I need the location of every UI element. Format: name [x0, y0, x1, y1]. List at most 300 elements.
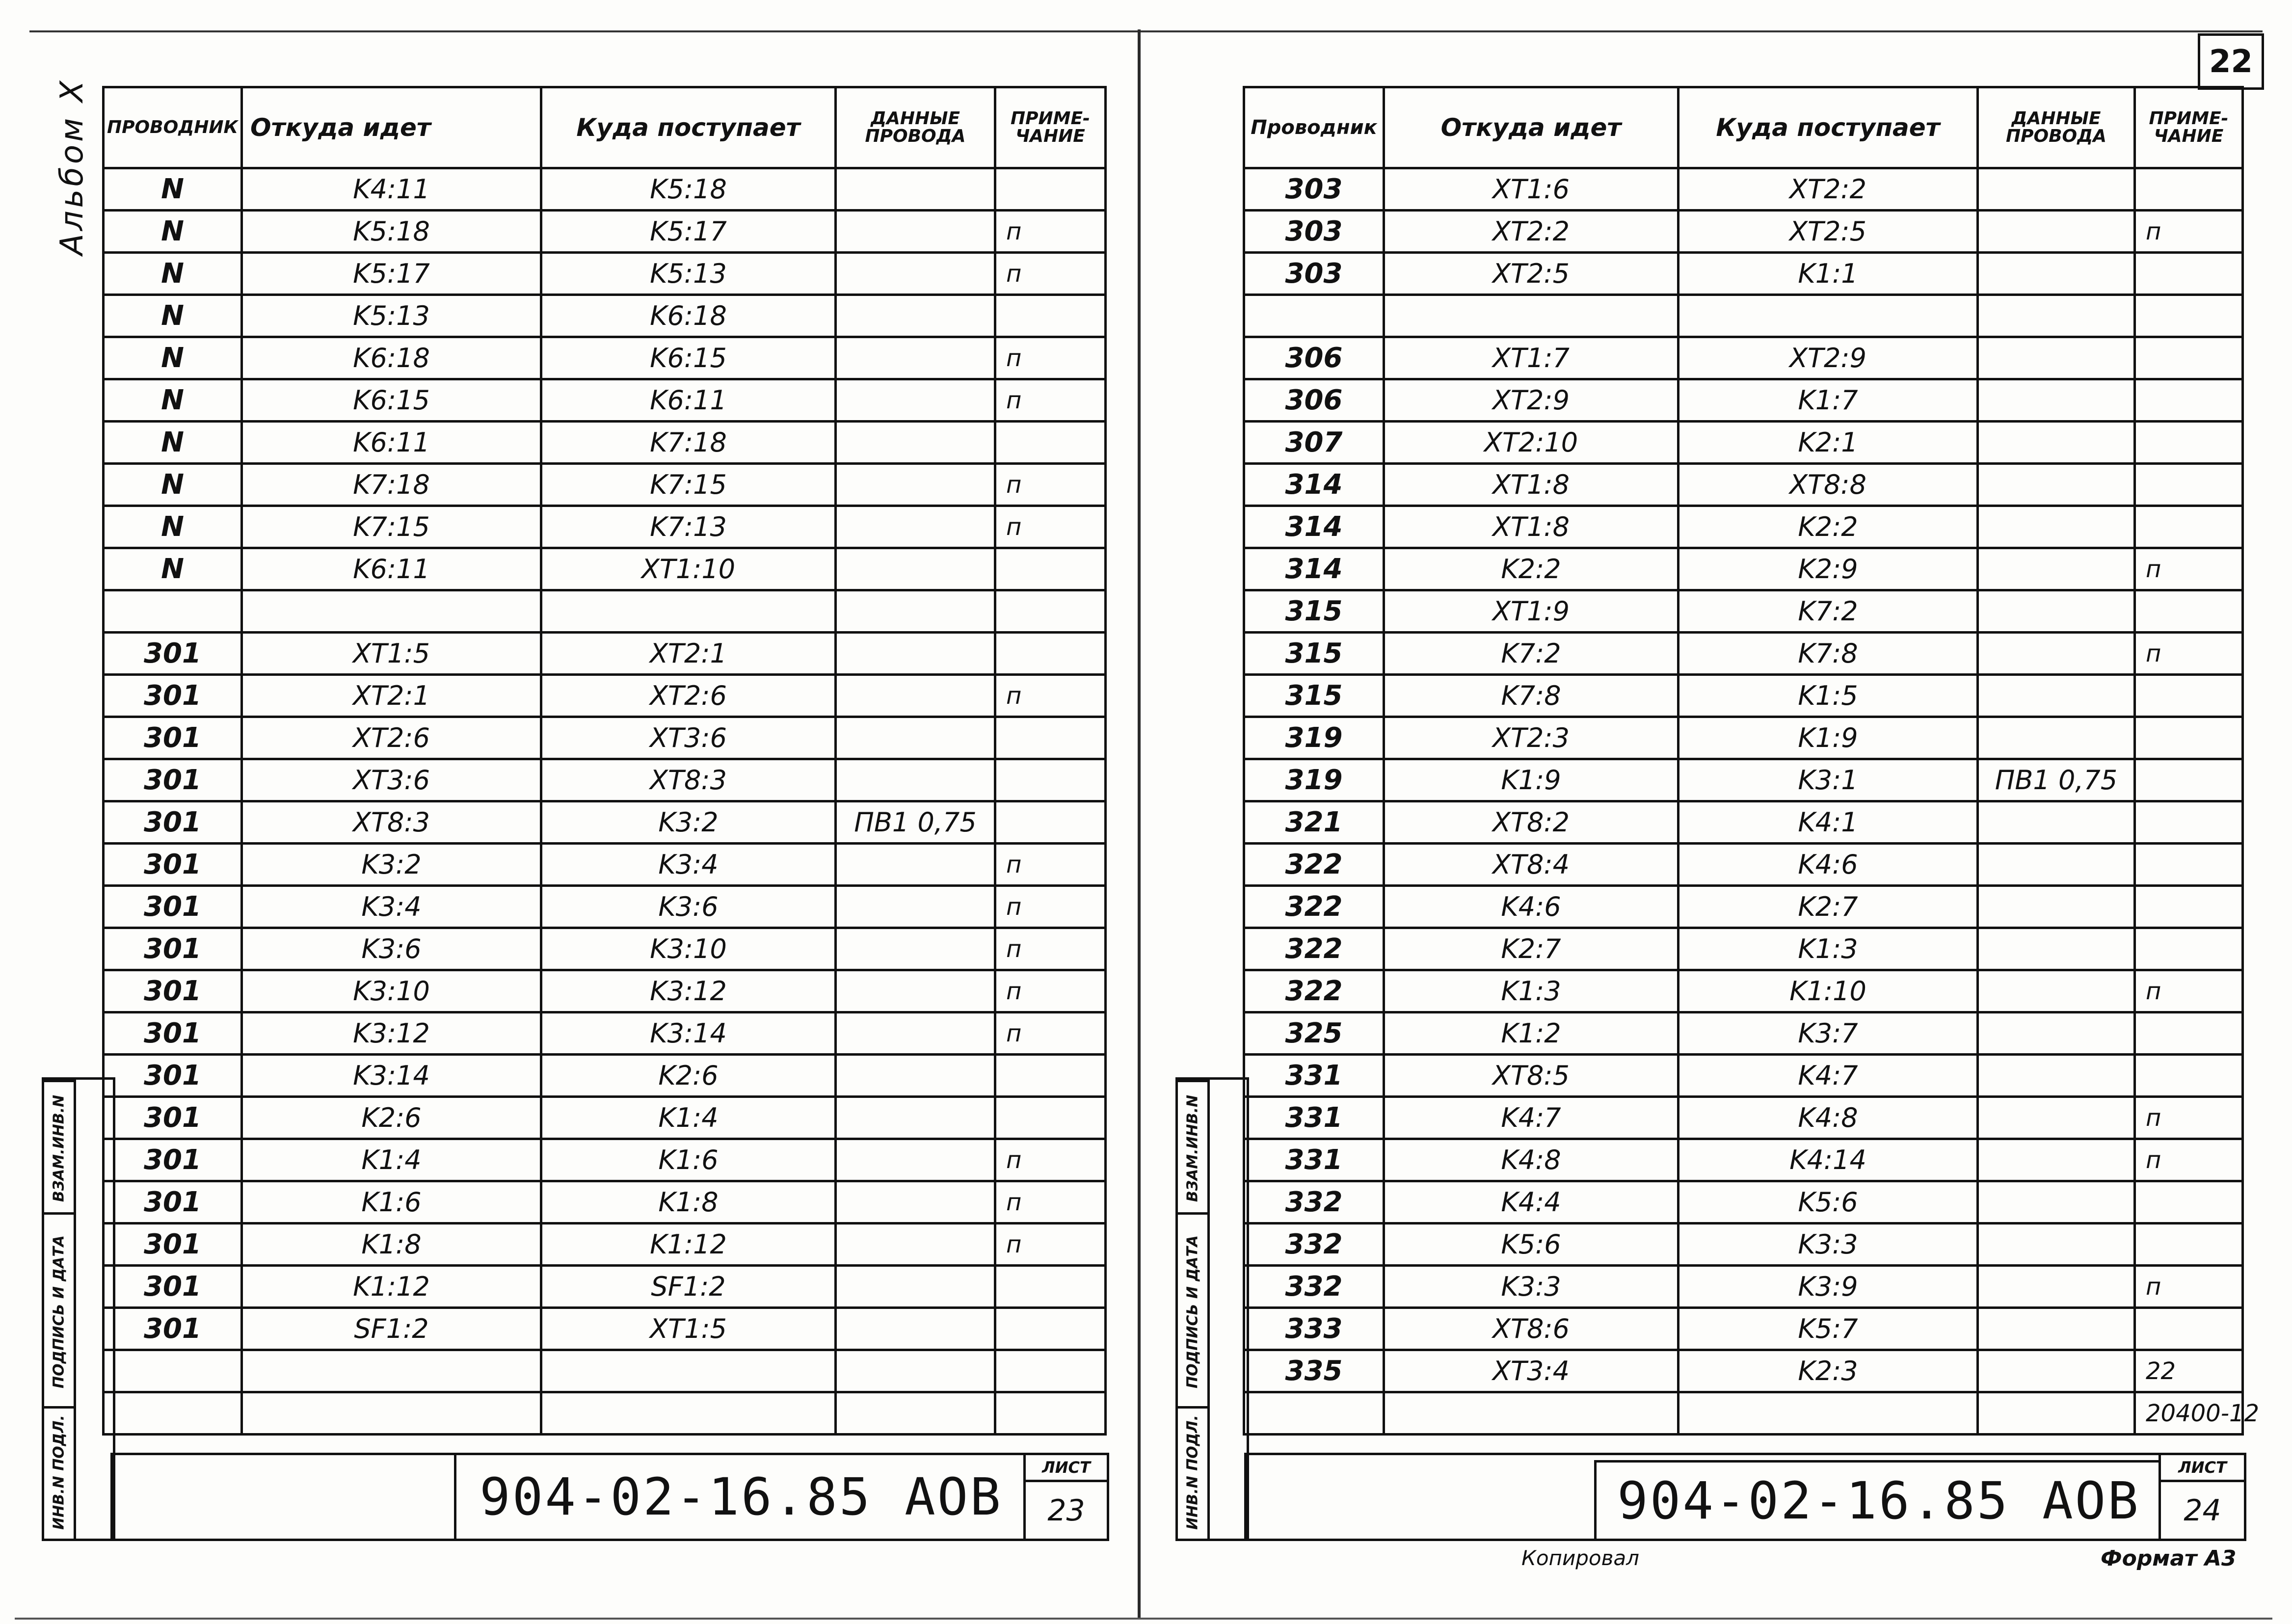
stamp-separator: [74, 1080, 76, 1539]
conductor-cell: 319: [1244, 759, 1384, 801]
conductor-cell: 332: [1244, 1266, 1384, 1308]
from-cell: XT8:4: [1384, 844, 1679, 886]
table-row: [1244, 1139, 2243, 1181]
wire-data-cell: [836, 759, 995, 801]
sheet-number: 24: [2184, 1493, 2221, 1528]
from-cell: XT3:6: [242, 759, 541, 801]
table-row: [104, 1012, 1106, 1055]
from-cell: XT2:3: [1384, 717, 1679, 759]
conductor-cell: 303: [1244, 168, 1384, 211]
to-cell: K2:3: [1679, 1350, 1978, 1392]
table-row: [104, 1308, 1106, 1350]
conductor-cell: 322: [1244, 886, 1384, 928]
to-cell: K7:2: [1679, 590, 1978, 633]
conductor-cell: 307: [1244, 422, 1384, 464]
table-row: [1244, 464, 2243, 506]
wire-data-cell: [1978, 168, 2135, 211]
from-cell: K3:6: [242, 928, 541, 970]
left-sheet-box: [1023, 1453, 1109, 1541]
from-cell: K6:11: [242, 548, 541, 590]
table-row: [104, 295, 1106, 337]
wire-data-cell: [1978, 1012, 2135, 1055]
wire-data-cell: [836, 1224, 995, 1266]
stamp-cell-sign: ПОДПИСЬ И ДАТА: [1178, 1212, 1207, 1409]
wire-data-cell: [836, 379, 995, 422]
note-cell: [2135, 253, 2243, 295]
note-cell: [995, 1350, 1106, 1392]
note-cell: [995, 633, 1106, 675]
note-cell: 20400-12: [2135, 1392, 2243, 1435]
note-cell: [2135, 590, 2243, 633]
table-row: [1244, 337, 2243, 379]
conductor-cell: 301: [104, 1224, 242, 1266]
sheet-label: ЛИСТ: [1026, 1455, 1107, 1482]
conductor-cell: 331: [1244, 1097, 1384, 1139]
stamp-cell-inv: ВЗАМ.ИНВ.N: [44, 1080, 74, 1215]
table-row: [1244, 886, 2243, 928]
conductor-cell: 301: [104, 1055, 242, 1097]
header-wire-data: ДАННЫЕ ПРОВОДА: [836, 87, 995, 168]
table-row: [1244, 970, 2243, 1012]
table-row: [104, 1266, 1106, 1308]
from-cell: [242, 590, 541, 633]
to-cell: K7:8: [1679, 633, 1978, 675]
from-cell: K4:4: [1384, 1181, 1679, 1224]
to-cell: [541, 1350, 836, 1392]
conductor-cell: 303: [1244, 253, 1384, 295]
table-row: [1244, 801, 2243, 844]
table-row: [104, 1097, 1106, 1139]
to-cell: K1:1: [1679, 253, 1978, 295]
table-row: [104, 464, 1106, 506]
from-cell: K1:12: [242, 1266, 541, 1308]
wire-data-cell: [1978, 928, 2135, 970]
conductor-cell: 301: [104, 1097, 242, 1139]
table-row: [1244, 295, 2243, 337]
from-cell: XT2:5: [1384, 253, 1679, 295]
table-row: [104, 422, 1106, 464]
table-row: [1244, 590, 2243, 633]
conductor-cell: 301: [104, 886, 242, 928]
table-row: [104, 506, 1106, 548]
table-row: [104, 1139, 1106, 1181]
conductor-cell: 301: [104, 928, 242, 970]
conductor-cell: N: [104, 464, 242, 506]
header-from: Откуда идет: [242, 87, 541, 168]
stamp-cell-orig: ИНВ.N ПОДЛ.: [1178, 1406, 1207, 1536]
wire-data-cell: [836, 1097, 995, 1139]
to-cell: XT1:10: [541, 548, 836, 590]
note-cell: [995, 1055, 1106, 1097]
format-note: Формат А3: [2101, 1546, 2237, 1571]
header-wire-data: ДАННЫЕ ПРОВОДА: [1978, 87, 2135, 168]
sheet-number: 23: [1047, 1493, 1085, 1528]
from-cell: K6:11: [242, 422, 541, 464]
to-cell: K1:6: [541, 1139, 836, 1181]
page-fold: [1138, 29, 1141, 1620]
wire-data-cell: [1978, 1224, 2135, 1266]
sheet-label: ЛИСТ: [2161, 1455, 2244, 1482]
right-doc-number: 904-02-16.85 АОВ: [1594, 1460, 2163, 1541]
table-row: [104, 801, 1106, 844]
note-cell: [2135, 464, 2243, 506]
conductor-cell: 325: [1244, 1012, 1384, 1055]
wire-data-cell: [836, 928, 995, 970]
conductor-cell: 301: [104, 1308, 242, 1350]
table-row: [1244, 1308, 2243, 1350]
note-cell: [2135, 337, 2243, 379]
wire-data-cell: [1978, 1181, 2135, 1224]
to-cell: SF1:2: [541, 1266, 836, 1308]
from-cell: K7:15: [242, 506, 541, 548]
to-cell: K3:3: [1679, 1224, 1978, 1266]
conductor-cell: 301: [104, 1181, 242, 1224]
table-row: [1244, 1181, 2243, 1224]
to-cell: K1:5: [1679, 675, 1978, 717]
note-cell: п: [995, 379, 1106, 422]
wire-data-cell: [836, 1350, 995, 1392]
wire-data-cell: [1978, 717, 2135, 759]
note-cell: [2135, 717, 2243, 759]
conductor-cell: [1244, 1392, 1384, 1435]
table-header-row: [1244, 87, 2243, 168]
wire-data-cell: [1978, 844, 2135, 886]
from-cell: XT2:9: [1384, 379, 1679, 422]
conductor-cell: 322: [1244, 970, 1384, 1012]
to-cell: K3:12: [541, 970, 836, 1012]
note-cell: п: [995, 253, 1106, 295]
from-cell: XT8:2: [1384, 801, 1679, 844]
conductor-cell: N: [104, 211, 242, 253]
wire-data-cell: [1978, 1139, 2135, 1181]
from-cell: K1:2: [1384, 1012, 1679, 1055]
to-cell: K5:13: [541, 253, 836, 295]
page-corner-number: 22: [2198, 33, 2264, 90]
from-cell: K4:8: [1384, 1139, 1679, 1181]
from-cell: XT1:7: [1384, 337, 1679, 379]
to-cell: K6:15: [541, 337, 836, 379]
table-row: [1244, 422, 2243, 464]
to-cell: K5:17: [541, 211, 836, 253]
note-cell: [2135, 928, 2243, 970]
note-cell: [995, 548, 1106, 590]
from-cell: K6:15: [242, 379, 541, 422]
note-cell: [995, 422, 1106, 464]
from-cell: XT2:10: [1384, 422, 1679, 464]
note-cell: п: [995, 1181, 1106, 1224]
from-cell: XT2:1: [242, 675, 541, 717]
right-wiring-table: [1243, 86, 2260, 1436]
conductor-cell: 331: [1244, 1139, 1384, 1181]
conductor-cell: N: [104, 548, 242, 590]
conductor-cell: [104, 1392, 242, 1435]
wire-data-cell: [1978, 886, 2135, 928]
note-cell: [995, 801, 1106, 844]
note-cell: п: [995, 464, 1106, 506]
note-cell: п: [995, 506, 1106, 548]
from-cell: XT8:3: [242, 801, 541, 844]
wire-data-cell: [836, 886, 995, 928]
conductor-cell: 335: [1244, 1350, 1384, 1392]
stamp-cell-orig: ИНВ.N ПОДЛ.: [44, 1406, 74, 1536]
note-cell: [995, 295, 1106, 337]
to-cell: K3:4: [541, 844, 836, 886]
to-cell: XT2:2: [1679, 168, 1978, 211]
copied-by-note: Копировал: [1521, 1546, 1639, 1570]
conductor-cell: N: [104, 168, 242, 211]
table-row: [1244, 717, 2243, 759]
note-cell: [2135, 801, 2243, 844]
to-cell: K1:10: [1679, 970, 1978, 1012]
to-cell: K1:7: [1679, 379, 1978, 422]
wire-data-cell: [1978, 1097, 2135, 1139]
note-cell: п: [995, 970, 1106, 1012]
to-cell: K1:3: [1679, 928, 1978, 970]
from-cell: K4:7: [1384, 1097, 1679, 1139]
note-cell: 22: [2135, 1350, 2243, 1392]
table-row: [1244, 253, 2243, 295]
conductor-cell: 301: [104, 717, 242, 759]
conductor-cell: 322: [1244, 844, 1384, 886]
wire-data-cell: ПВ1 0,75: [1978, 759, 2135, 801]
conductor-cell: 321: [1244, 801, 1384, 844]
wire-data-cell: [836, 1392, 995, 1435]
table-row: [104, 1224, 1106, 1266]
wire-data-cell: [836, 506, 995, 548]
note-cell: п: [2135, 548, 2243, 590]
wire-data-cell: [1978, 548, 2135, 590]
note-cell: [2135, 379, 2243, 422]
to-cell: K2:7: [1679, 886, 1978, 928]
note-cell: [995, 168, 1106, 211]
to-cell: XT8:8: [1679, 464, 1978, 506]
to-cell: K7:13: [541, 506, 836, 548]
conductor-cell: N: [104, 422, 242, 464]
from-cell: [242, 1350, 541, 1392]
header-note: ПРИМЕ-ЧАНИЕ: [2135, 87, 2243, 168]
from-cell: XT1:9: [1384, 590, 1679, 633]
table-row: [1244, 1012, 2243, 1055]
note-cell: [995, 590, 1106, 633]
stamp-separator: [1207, 1080, 1210, 1539]
from-cell: XT3:4: [1384, 1350, 1679, 1392]
table-row: [104, 253, 1106, 295]
to-cell: XT2:6: [541, 675, 836, 717]
wire-data-cell: ПВ1 0,75: [836, 801, 995, 844]
from-cell: K2:2: [1384, 548, 1679, 590]
to-cell: K4:14: [1679, 1139, 1978, 1181]
to-cell: K6:11: [541, 379, 836, 422]
wire-data-cell: [1978, 590, 2135, 633]
to-cell: [1679, 1392, 1978, 1435]
from-cell: XT1:5: [242, 633, 541, 675]
note-cell: п: [2135, 211, 2243, 253]
to-cell: K3:6: [541, 886, 836, 928]
note-cell: [995, 1266, 1106, 1308]
conductor-cell: 301: [104, 844, 242, 886]
wire-data-cell: [836, 337, 995, 379]
to-cell: K2:6: [541, 1055, 836, 1097]
table-row: [104, 844, 1106, 886]
wire-data-cell: [1978, 295, 2135, 337]
header-note: ПРИМЕ-ЧАНИЕ: [995, 87, 1106, 168]
from-cell: XT2:6: [242, 717, 541, 759]
table-row: [104, 970, 1106, 1012]
conductor-cell: 315: [1244, 675, 1384, 717]
to-cell: K2:1: [1679, 422, 1978, 464]
wire-data-cell: [836, 295, 995, 337]
header-from: Откуда идет: [1384, 87, 1679, 168]
wire-data-cell: [836, 464, 995, 506]
from-cell: K5:17: [242, 253, 541, 295]
table-row: [104, 379, 1106, 422]
from-cell: K4:11: [242, 168, 541, 211]
note-cell: [2135, 1055, 2243, 1097]
left-wiring-table: [102, 86, 1107, 1436]
note-cell: [995, 1097, 1106, 1139]
note-cell: п: [995, 844, 1106, 886]
right-stamp-column: [1175, 1077, 1249, 1541]
note-cell: п: [2135, 1097, 2243, 1139]
to-cell: K4:8: [1679, 1097, 1978, 1139]
stamp-cell-inv: ВЗАМ.ИНВ.N: [1178, 1080, 1207, 1215]
wire-data-cell: [836, 253, 995, 295]
wire-data-cell: [836, 633, 995, 675]
table-row: [1244, 506, 2243, 548]
to-cell: [541, 590, 836, 633]
table-row: [104, 590, 1106, 633]
to-cell: K4:7: [1679, 1055, 1978, 1097]
note-cell: п: [995, 211, 1106, 253]
wire-data-cell: [1978, 379, 2135, 422]
note-cell: [995, 759, 1106, 801]
to-cell: K5:18: [541, 168, 836, 211]
from-cell: K7:18: [242, 464, 541, 506]
table-row: [1244, 379, 2243, 422]
wire-data-cell: [1978, 633, 2135, 675]
from-cell: XT2:2: [1384, 211, 1679, 253]
note-cell: [2135, 759, 2243, 801]
conductor-cell: 306: [1244, 337, 1384, 379]
table-row: [104, 548, 1106, 590]
to-cell: K1:12: [541, 1224, 836, 1266]
from-cell: K3:3: [1384, 1266, 1679, 1308]
table-header-row: [104, 87, 1106, 168]
conductor-cell: 301: [104, 1266, 242, 1308]
table-row: [1244, 928, 2243, 970]
table-row: [1244, 168, 2243, 211]
from-cell: K1:6: [242, 1181, 541, 1224]
from-cell: K3:10: [242, 970, 541, 1012]
to-cell: K1:8: [541, 1181, 836, 1224]
to-cell: K7:18: [541, 422, 836, 464]
from-cell: K3:14: [242, 1055, 541, 1097]
wire-data-cell: [836, 844, 995, 886]
from-cell: XT8:6: [1384, 1308, 1679, 1350]
from-cell: [242, 1392, 541, 1435]
wire-data-cell: [836, 211, 995, 253]
to-cell: K3:9: [1679, 1266, 1978, 1308]
to-cell: K3:7: [1679, 1012, 1978, 1055]
to-cell: K3:14: [541, 1012, 836, 1055]
wire-data-cell: [836, 1012, 995, 1055]
from-cell: K5:6: [1384, 1224, 1679, 1266]
conductor-cell: 315: [1244, 590, 1384, 633]
to-cell: K2:9: [1679, 548, 1978, 590]
from-cell: K3:4: [242, 886, 541, 928]
to-cell: K5:7: [1679, 1308, 1978, 1350]
from-cell: K1:9: [1384, 759, 1679, 801]
conductor-cell: 314: [1244, 506, 1384, 548]
from-cell: K2:6: [242, 1097, 541, 1139]
table-row: [1244, 844, 2243, 886]
note-cell: п: [2135, 1139, 2243, 1181]
from-cell: [1384, 1392, 1679, 1435]
wire-data-cell: [836, 168, 995, 211]
from-cell: K3:12: [242, 1012, 541, 1055]
to-cell: K2:2: [1679, 506, 1978, 548]
conductor-cell: 322: [1244, 928, 1384, 970]
table-row: [1244, 633, 2243, 675]
wire-data-cell: [836, 422, 995, 464]
conductor-cell: [1244, 295, 1384, 337]
table-row: [1244, 1097, 2243, 1139]
from-cell: K5:18: [242, 211, 541, 253]
wire-data-cell: [1978, 801, 2135, 844]
right-sheet-box: [2159, 1453, 2246, 1541]
to-cell: K4:1: [1679, 801, 1978, 844]
note-cell: [2135, 422, 2243, 464]
table-row: [104, 633, 1106, 675]
note-cell: п: [995, 928, 1106, 970]
table-row: [104, 337, 1106, 379]
to-cell: XT2:5: [1679, 211, 1978, 253]
wire-data-cell: [836, 717, 995, 759]
header-conductor: Проводник: [1244, 87, 1384, 168]
conductor-cell: 314: [1244, 464, 1384, 506]
table-row: [1244, 675, 2243, 717]
to-cell: K1:4: [541, 1097, 836, 1139]
to-cell: [541, 1392, 836, 1435]
to-cell: XT3:6: [541, 717, 836, 759]
wire-data-cell: [1978, 422, 2135, 464]
wire-data-cell: [836, 1308, 995, 1350]
conductor-cell: N: [104, 253, 242, 295]
to-cell: XT2:9: [1679, 337, 1978, 379]
conductor-cell: 303: [1244, 211, 1384, 253]
wire-data-cell: [1978, 675, 2135, 717]
to-cell: K3:1: [1679, 759, 1978, 801]
note-cell: п: [995, 1012, 1106, 1055]
from-cell: K1:3: [1384, 970, 1679, 1012]
conductor-cell: N: [104, 379, 242, 422]
table-row: [104, 1055, 1106, 1097]
conductor-cell: 301: [104, 675, 242, 717]
wire-data-cell: [836, 590, 995, 633]
table-row: [1244, 1224, 2243, 1266]
left-doc-number: 904-02-16.85 АОВ: [454, 1453, 1028, 1541]
conductor-cell: 301: [104, 970, 242, 1012]
wire-data-cell: [1978, 1392, 2135, 1435]
wire-data-cell: [836, 1181, 995, 1224]
to-cell: K3:2: [541, 801, 836, 844]
conductor-cell: 301: [104, 1012, 242, 1055]
wire-data-cell: [1978, 1055, 2135, 1097]
from-cell: SF1:2: [242, 1308, 541, 1350]
table-row: [104, 886, 1106, 928]
wire-data-cell: [1978, 1308, 2135, 1350]
from-cell: K7:8: [1384, 675, 1679, 717]
